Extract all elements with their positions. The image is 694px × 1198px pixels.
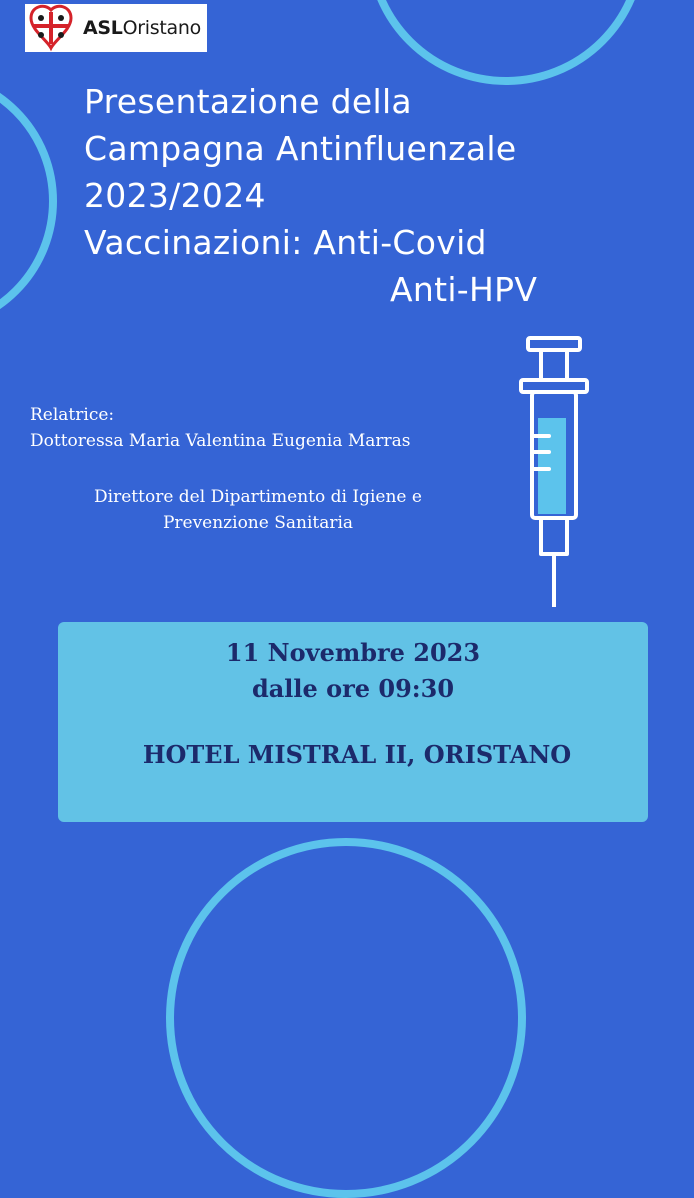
event-time: dalle ore 09:30 [251,674,455,703]
event-title [84,78,644,313]
event-venue: HOTEL MISTRAL II, ORISTANO [142,740,572,769]
decorative-circle-left [0,70,57,332]
event-info-box [58,622,648,822]
speaker-name: Dottoressa Maria Valentina Eugenia Marras [30,431,411,451]
speaker-info [30,402,411,454]
role-line-2: Prevenzione Sanitaria [162,513,354,533]
decorative-circle-bottom [166,838,526,1198]
role-line-1: Direttore del Dipartimento di Igiene e [94,487,422,507]
decorative-circle-top [366,0,646,85]
speaker-role [52,484,464,536]
event-date: 11 Novembre 2023 [225,638,481,667]
logo-text: ASLOristano [83,17,201,39]
title-line-1: Presentazione della [84,82,412,121]
title-line-3: 2023/2024 [84,176,266,215]
title-line-2: Campagna Antinfluenzale [84,129,517,168]
asl-logo [25,4,207,52]
speaker-label: Relatrice: [30,405,115,425]
syringe-icon [515,332,595,612]
asl-logo-icon [25,4,77,52]
title-line-4: Vaccinazioni: Anti-Covid [84,223,487,262]
title-line-5: Anti-HPV [390,270,538,309]
